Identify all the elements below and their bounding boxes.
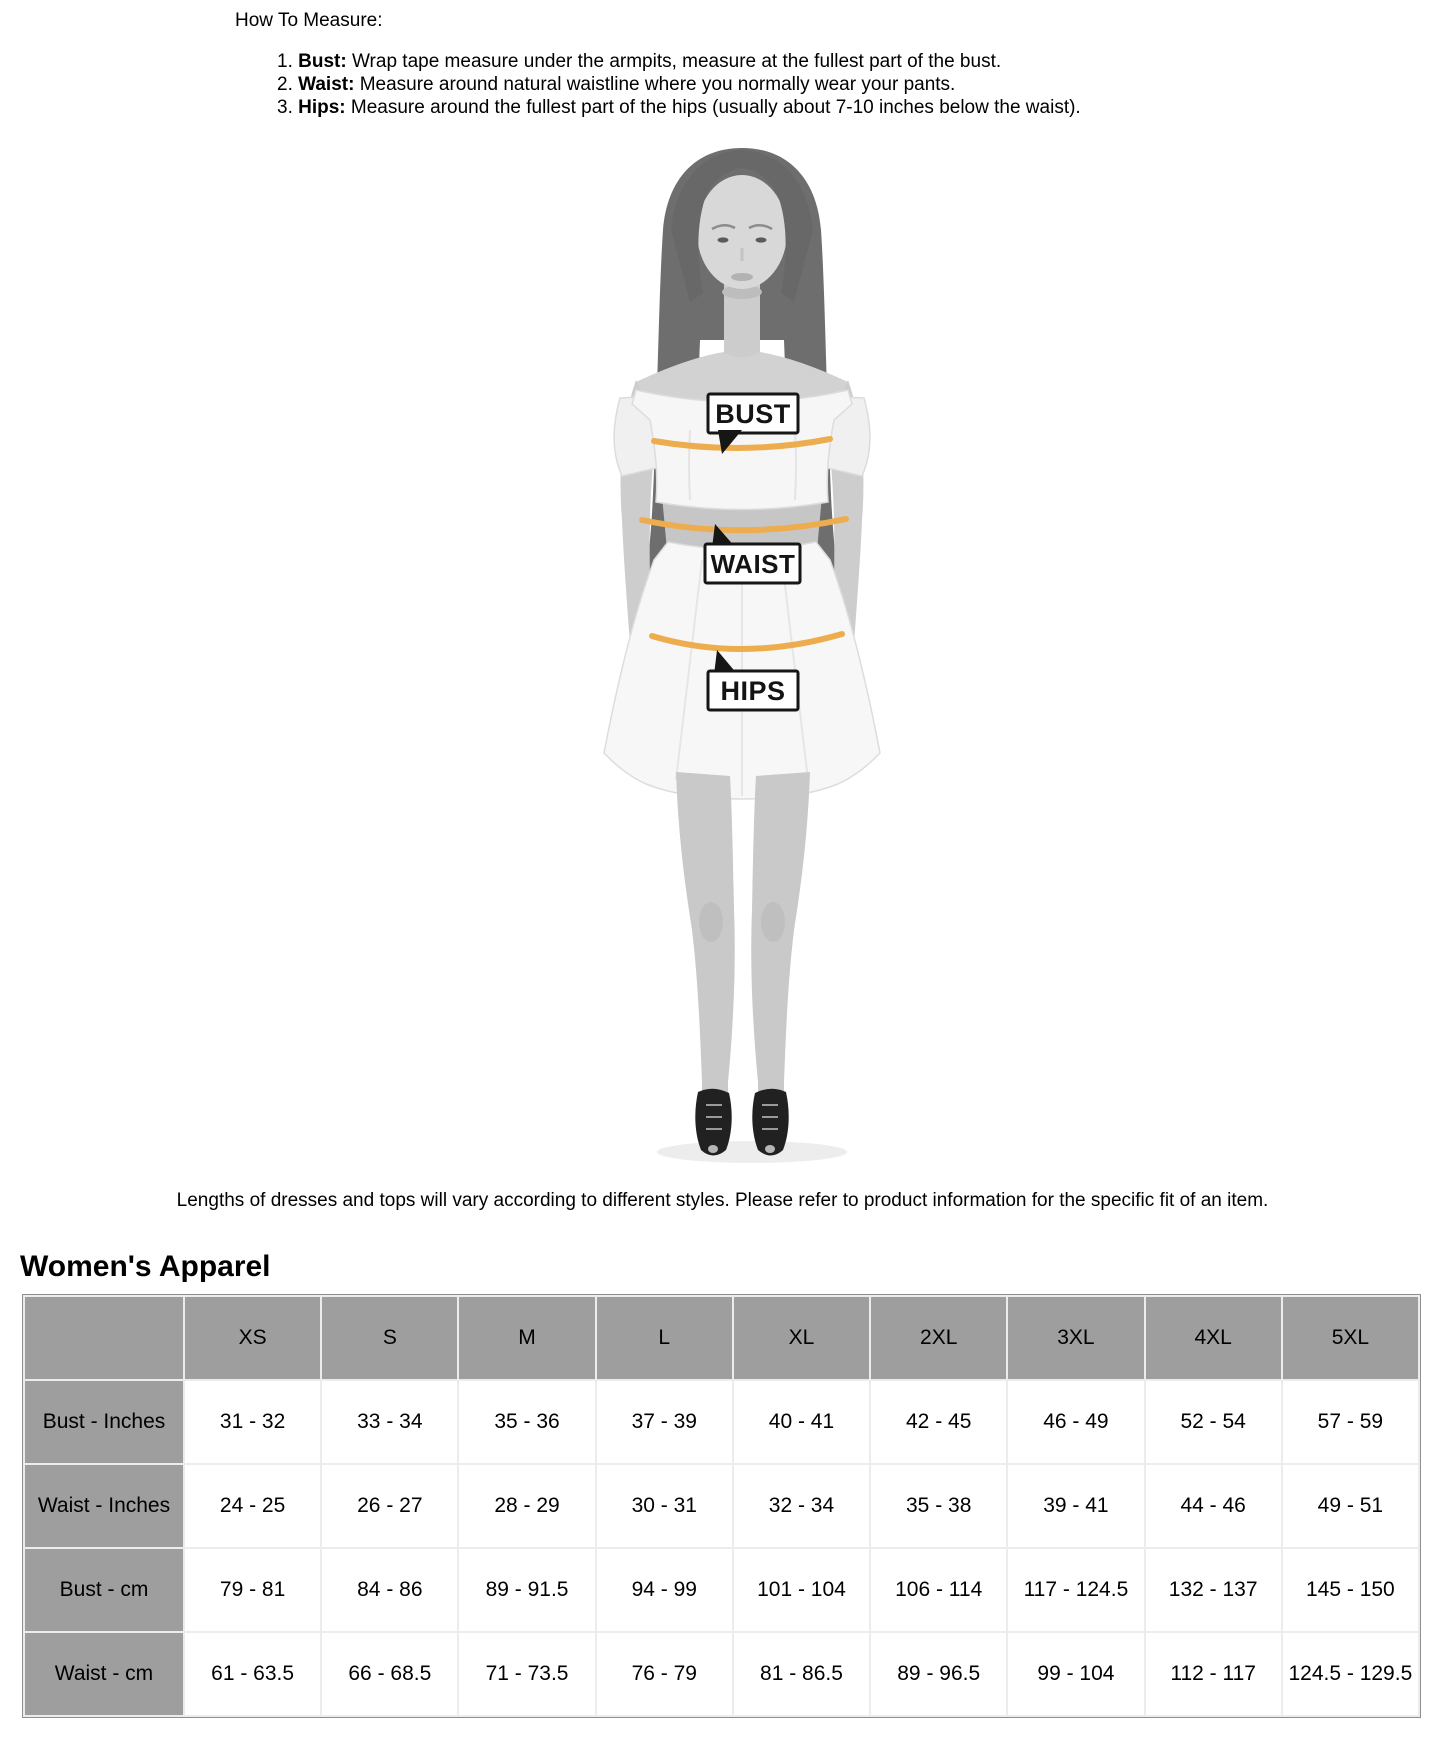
size-column-header: XS <box>185 1297 320 1379</box>
size-value-cell: 57 - 59 <box>1283 1381 1418 1463</box>
size-value-cell: 81 - 86.5 <box>734 1633 869 1715</box>
size-column-header: L <box>597 1297 732 1379</box>
row-label: Waist - Inches <box>25 1465 183 1547</box>
size-column-header: 4XL <box>1146 1297 1281 1379</box>
peep-toe-left <box>708 1145 718 1153</box>
size-value-cell: 76 - 79 <box>597 1633 732 1715</box>
size-value-cell: 32 - 34 <box>734 1465 869 1547</box>
size-value-cell: 61 - 63.5 <box>185 1633 320 1715</box>
top-fold <box>689 430 690 500</box>
size-value-cell: 101 - 104 <box>734 1549 869 1631</box>
size-value-cell: 117 - 124.5 <box>1008 1549 1143 1631</box>
size-chart-table <box>22 1294 1421 1718</box>
size-column-header: S <box>322 1297 457 1379</box>
bust-callout-label: BUST <box>715 399 791 429</box>
model-photo <box>540 140 900 1170</box>
size-value-cell: 26 - 27 <box>322 1465 457 1547</box>
size-value-cell: 94 - 99 <box>597 1549 732 1631</box>
table-row <box>25 1465 1418 1547</box>
size-value-cell: 33 - 34 <box>322 1381 457 1463</box>
face <box>697 175 787 289</box>
eye-left <box>718 237 729 242</box>
size-value-cell: 30 - 31 <box>597 1465 732 1547</box>
size-value-cell: 44 - 46 <box>1146 1465 1281 1547</box>
size-value-cell: 79 - 81 <box>185 1549 320 1631</box>
eye-right <box>756 237 767 242</box>
size-value-cell: 24 - 25 <box>185 1465 320 1547</box>
table-row <box>25 1549 1418 1631</box>
size-value-cell: 40 - 41 <box>734 1381 869 1463</box>
measure-step: 3. Hips: Measure around the fullest part of the hips (usually about 7-10 inches below the waist). <box>277 97 1081 118</box>
peep-toe-right <box>765 1145 775 1153</box>
size-value-cell: 89 - 91.5 <box>459 1549 594 1631</box>
row-label: Bust - cm <box>25 1549 183 1631</box>
model-figure-illustration <box>540 140 900 1170</box>
size-column-header: 3XL <box>1008 1297 1143 1379</box>
size-value-cell: 35 - 38 <box>871 1465 1006 1547</box>
size-value-cell: 28 - 29 <box>459 1465 594 1547</box>
waist-callout-label: WAIST <box>710 549 796 579</box>
knee-shadow-left <box>699 902 723 942</box>
row-label: Bust - Inches <box>25 1381 183 1463</box>
size-value-cell: 35 - 36 <box>459 1381 594 1463</box>
size-value-cell: 145 - 150 <box>1283 1549 1418 1631</box>
corner-cell <box>25 1297 183 1379</box>
measure-step: 1. Bust: Wrap tape measure under the armpits, measure at the fullest part of the bust. <box>277 51 1002 72</box>
size-value-cell: 66 - 68.5 <box>322 1633 457 1715</box>
size-value-cell: 124.5 - 129.5 <box>1283 1633 1418 1715</box>
table-row <box>25 1381 1418 1463</box>
top-fold <box>795 430 796 500</box>
how-to-measure-title: How To Measure: <box>235 10 383 31</box>
size-value-cell: 84 - 86 <box>322 1549 457 1631</box>
hips-callout-label: HIPS <box>720 676 786 706</box>
size-column-header: XL <box>734 1297 869 1379</box>
measure-step: 2. Waist: Measure around natural waistline where you normally wear your pants. <box>277 74 956 95</box>
size-value-cell: 99 - 104 <box>1008 1633 1143 1715</box>
size-value-cell: 112 - 117 <box>1146 1633 1281 1715</box>
size-value-cell: 42 - 45 <box>871 1381 1006 1463</box>
table-row <box>25 1633 1418 1715</box>
size-value-cell: 46 - 49 <box>1008 1381 1143 1463</box>
size-value-cell: 31 - 32 <box>185 1381 320 1463</box>
size-value-cell: 71 - 73.5 <box>459 1633 594 1715</box>
size-value-cell: 37 - 39 <box>597 1381 732 1463</box>
size-chart-title: Women's Apparel <box>20 1250 271 1283</box>
size-value-cell: 52 - 54 <box>1146 1381 1281 1463</box>
floor-shadow <box>657 1141 847 1163</box>
knee-shadow-right <box>761 902 785 942</box>
lips <box>731 273 753 281</box>
size-value-cell: 39 - 41 <box>1008 1465 1143 1547</box>
size-value-cell: 49 - 51 <box>1283 1465 1418 1547</box>
size-value-cell: 106 - 114 <box>871 1549 1006 1631</box>
row-label: Waist - cm <box>25 1633 183 1715</box>
size-column-header: M <box>459 1297 594 1379</box>
size-value-cell: 89 - 96.5 <box>871 1633 1006 1715</box>
measure-steps-list <box>277 50 1081 119</box>
fit-note: Lengths of dresses and tops will vary according to different styles. Please refer to product information for the specific fit of an item. <box>176 1190 1269 1211</box>
size-column-header: 5XL <box>1283 1297 1418 1379</box>
size-column-header: 2XL <box>871 1297 1006 1379</box>
size-value-cell: 132 - 137 <box>1146 1549 1281 1631</box>
